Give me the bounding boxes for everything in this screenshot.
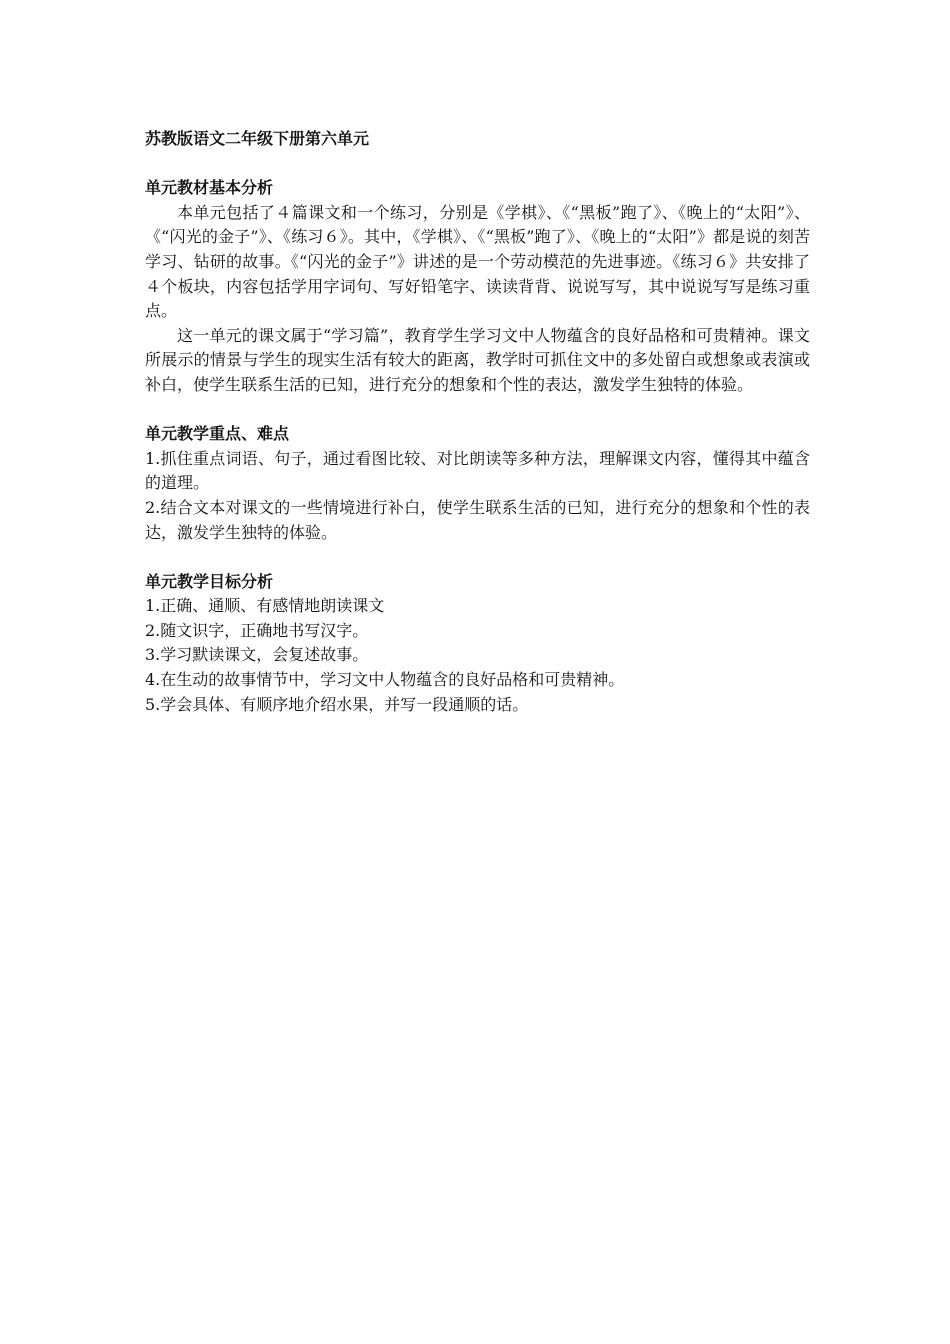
list-item: 1.正确、通顺、有感情地朗读课文 [145,596,385,616]
paragraph: 本单元包括了４篇课文和一个练习，分别是《学棋》、《“黑板”跑了》、《晚上的“太阳”》、《“闪光的金子”》、《练习６》。其中，《学棋》、《“黑板”跑了》、《晚上的“太阳”》都是说的刻苦学习、钻研的故事。《“闪光的金子”》讲述的是一个劳动模范的先进事迹。《练习６》共安排了４个板块，内容包括学用字词句、写好铅笔字、读读背背、说说写写，其中说说写写是练习重点。 [145,202,810,321]
section-teaching-goals [145,570,810,718]
list-item: 2.结合文本对课文的一些情境进行补白，使学生联系生活的已知，进行充分的想象和个性的表达，激发学生独特的体验。 [145,497,810,542]
list-item: 5.学会具体、有顺序地介绍水果，并写一段通顺的话。 [145,694,529,714]
section-key-points [145,422,810,545]
list-item: 4.在生动的故事情节中，学习文中人物蕴含的良好品格和可贵精神。 [145,670,625,690]
section-heading: 单元教学重点、难点 [145,424,290,444]
document-page [145,127,810,742]
list-item: 3.学习默读课文，会复述故事。 [145,645,369,665]
list-item: 2.随文识字，正确地书写汉字。 [145,620,369,640]
section-heading: 单元教学目标分析 [145,571,274,591]
section-textbook-analysis [145,176,810,397]
list-item: 1.抓住重点词语、句子，通过看图比较、对比朗读等多种方法，理解课文内容，懂得其中蕴含的道理。 [145,448,810,493]
section-heading: 单元教材基本分析 [145,178,274,198]
teaching-goals-list [145,594,810,717]
paragraph: 这一单元的课文属于“学习篇”，教育学生学习文中人物蕴含的良好品格和可贵精神。课文所展示的情景与学生的现实生活有较大的距离，教学时可抓住文中的多处留白或想象或表演或补白，使学生联系生活的已知，进行充分的想象和个性的表达，激发学生独特的体验。 [145,325,810,394]
document-title: 苏教版语文二年级下册第六单元 [145,129,370,148]
key-points-list [145,447,810,545]
